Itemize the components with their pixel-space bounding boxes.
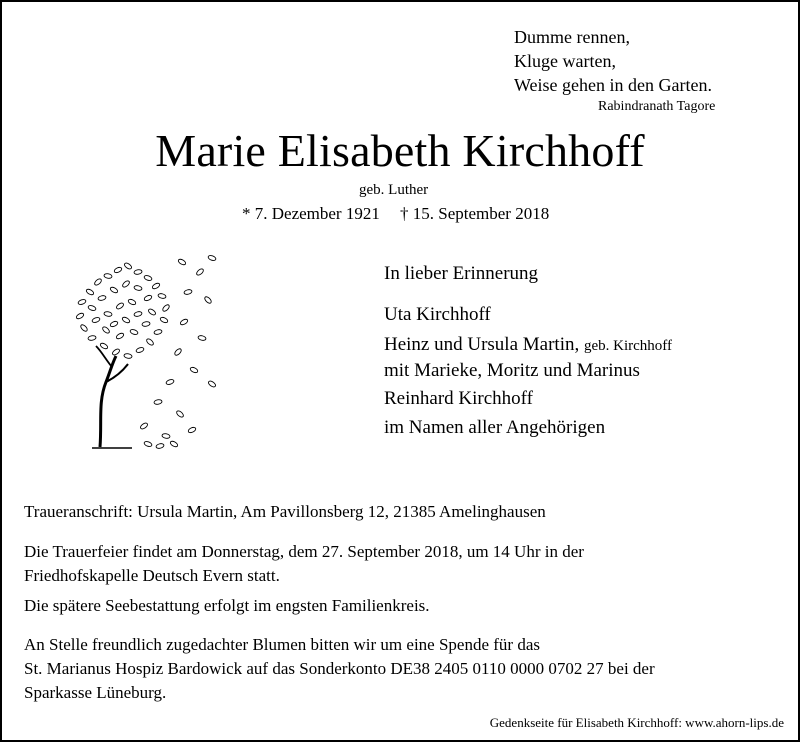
address-notice: Traueranschrift: Ursula Martin, Am Pavillonsberg 12, 21385 Amelinghausen xyxy=(24,502,546,521)
mourner-line-2 xyxy=(384,335,672,354)
donation-line-2: St. Marianus Hospiz Bardowick auf das Sonderkonto DE38 2405 0110 0000 0702 27 bei der xyxy=(24,659,655,678)
tree-with-falling-leaves-icon xyxy=(62,252,242,452)
mourner-line-3: mit Marieke, Moritz und Marinus xyxy=(384,360,640,381)
ceremony-line-2: Friedhofskapelle Deutsch Evern statt. xyxy=(24,566,280,585)
maiden-name: geb. Luther xyxy=(359,182,429,198)
donation-line-3: Sparkasse Lüneburg. xyxy=(24,683,167,702)
death-date: † 15. September 2018 xyxy=(400,204,550,223)
donation-line-1: An Stelle freundlich zugedachter Blumen bitten wir um eine Spende für das xyxy=(24,635,540,654)
birth-date: * 7. Dezember 1921 xyxy=(242,204,380,223)
quote-line-2: Kluge warten, xyxy=(514,51,616,71)
ceremony-line-1: Die Trauerfeier findet am Donnerstag, dem 27. September 2018, um 14 Uhr in der xyxy=(24,542,584,561)
burial-notice: Die spätere Seebestattung erfolgt im engsten Familienkreis. xyxy=(24,596,430,615)
memorial-page-link[interactable]: Gedenkseite für Elisabeth Kirchhoff: www.ahorn-lips.de xyxy=(489,715,784,730)
mourner-line-1: Uta Kirchhoff xyxy=(384,304,491,325)
deceased-name: Marie Elisabeth Kirchhoff xyxy=(155,125,645,176)
quote-line-3: Weise gehen in den Garten. xyxy=(514,75,712,95)
mourners-heading: In lieber Erinnerung xyxy=(384,263,539,284)
mourner-line-5: im Namen aller Angehörigen xyxy=(384,417,606,438)
mourner-line-4: Reinhard Kirchhoff xyxy=(384,388,533,409)
mourner-line-2-small: geb. Kirchhoff xyxy=(583,338,673,354)
mourner-line-2-main: Heinz und Ursula Martin, xyxy=(384,334,580,355)
quote-author: Rabindranath Tagore xyxy=(598,99,716,114)
quote-line-1: Dumme rennen, xyxy=(514,27,630,47)
